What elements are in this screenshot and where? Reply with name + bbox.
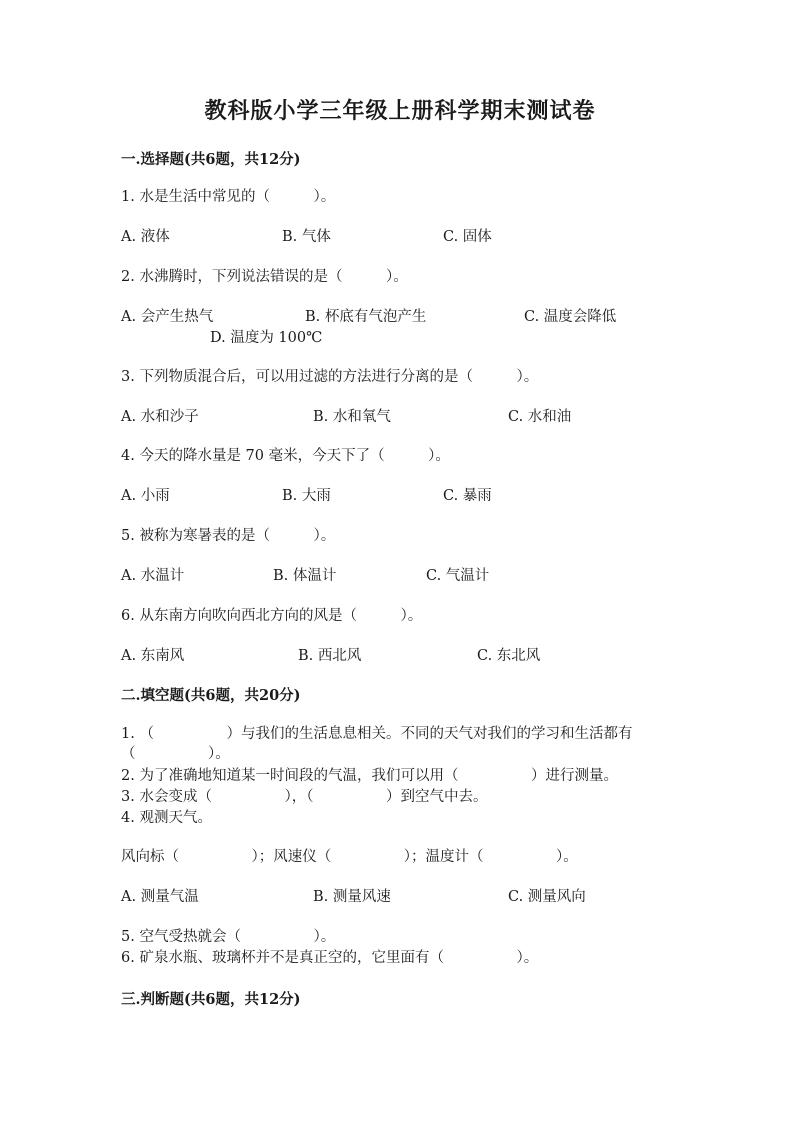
fill-question-2: 2. 为了准确地知道某一时间段的气温，我们可以用（ ）进行测量。 [121,768,618,784]
option-b: B. 大雨 [282,488,331,504]
question-text: 2. 水沸腾时，下列说法错误的是（ ）。 [121,269,408,285]
option-c: C. 水和油 [508,409,572,425]
fill-question-3: 3. 水会变成（ ），（ ）到空气中去。 [121,789,488,805]
fill-question-4-row: 风向标（ ）；风速仪（ ）；温度计（ ）。 [121,849,578,865]
option-a: A. 液体 [121,229,170,245]
question-text: 6. 从东南方向吹向西北方向的风是（ ）。 [121,608,423,624]
option-b: B. 体温计 [273,568,337,584]
option-a: A. 会产生热气 [121,309,214,325]
fill-question-1-cont: （ ）。 [121,746,230,762]
option-a: A. 水和沙子 [121,409,199,425]
option-b: B. 测量风速 [313,889,391,905]
option-b: B. 杯底有气泡产生 [305,309,427,325]
question-text: 4. 今天的降水量是 70 毫米，今天下了（ ）。 [121,448,450,464]
option-b: B. 水和氧气 [313,409,391,425]
fill-question-4: 4. 观测天气。 [121,810,212,826]
question-text: 5. 被称为寒暑表的是（ ）。 [121,528,336,544]
section-heading-choice: 一.选择题(共6题，共12分) [121,151,301,168]
fill-question-5: 5. 空气受热就会（ ）。 [121,929,336,945]
option-b: B. 气体 [282,229,331,245]
option-a: A. 小雨 [121,488,170,504]
option-a: A. 东南风 [121,648,185,664]
option-c: C. 固体 [443,229,492,245]
option-c: C. 暴雨 [443,488,492,504]
option-d: D. 温度为 100℃ [210,330,323,346]
option-b: B. 西北风 [298,648,362,664]
option-c: C. 气温计 [426,568,490,584]
option-c: C. 东北风 [477,648,541,664]
section-heading-judge: 三.判断题(共6题，共12分) [121,991,301,1008]
option-a: A. 水温计 [121,568,185,584]
question-text: 3. 下列物质混合后，可以用过滤的方法进行分离的是（ ）。 [121,369,539,385]
option-a: A. 测量气温 [121,889,199,905]
option-c: C. 测量风向 [508,889,586,905]
option-c: C. 温度会降低 [524,309,617,325]
fill-question-6: 6. 矿泉水瓶、玻璃杯并不是真正空的，它里面有（ ）。 [121,950,539,966]
question-text: 1. 水是生活中常见的（ ）。 [121,189,336,205]
fill-question-1: 1. （ ）与我们的生活息息相关。不同的天气对我们的学习和生活都有 [121,726,633,742]
page-title: 教科版小学三年级上册科学期末测试卷 [204,98,596,124]
section-heading-fill: 二.填空题(共6题，共20分) [121,687,301,704]
